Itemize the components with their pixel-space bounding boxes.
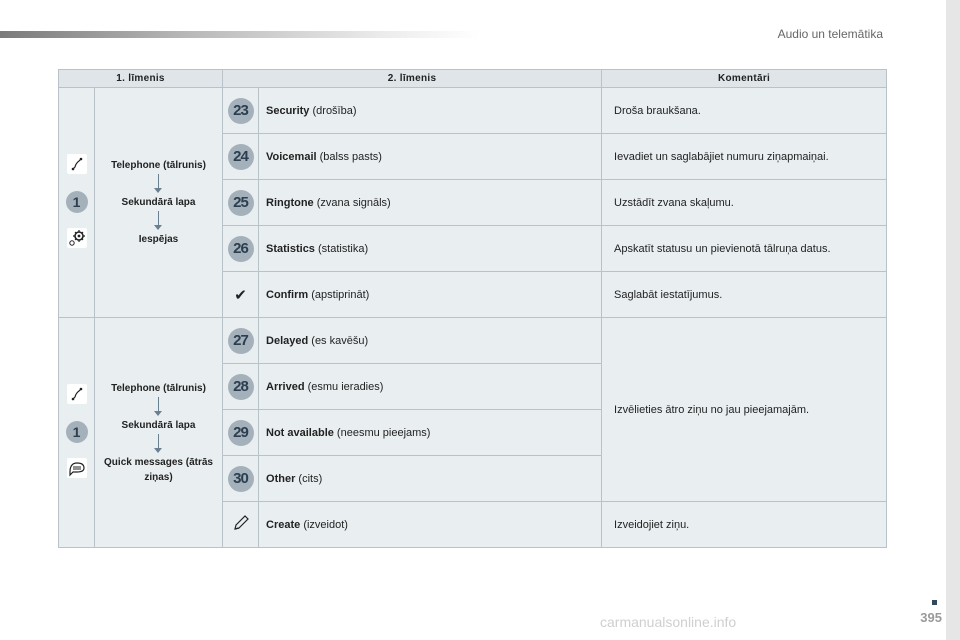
arrow-down-icon <box>158 211 159 225</box>
comment-cell: Droša braukšana. <box>602 88 887 134</box>
option-name-cell: Security (drošība) <box>259 88 602 134</box>
option-name-cell: Voicemail (balss pasts) <box>259 134 602 180</box>
messages-icon <box>59 457 94 482</box>
header-comments: Komentāri <box>602 70 887 88</box>
level1-icons-cell <box>59 318 95 548</box>
level1-badge: 1 <box>66 191 88 213</box>
phone-handset-icon <box>59 384 94 407</box>
pencil-icon <box>232 523 250 535</box>
arrow-down-icon <box>158 397 159 411</box>
comment-cell: Izveidojiet ziņu. <box>602 502 887 548</box>
step-badge: 25 <box>228 190 254 216</box>
table-row <box>59 318 887 364</box>
step-badge: 30 <box>228 466 254 492</box>
header-title: Audio un telemātika <box>777 27 883 41</box>
settings-gear-icon <box>59 227 94 252</box>
option-name-cell: Delayed (es kavēšu) <box>259 318 602 364</box>
step-badge: 24 <box>228 144 254 170</box>
step-badge: 29 <box>228 420 254 446</box>
step-badge: 28 <box>228 374 254 400</box>
level1-path-step: Sekundārā lapa <box>121 197 196 208</box>
table-row <box>59 88 887 134</box>
right-margin-strip <box>946 0 960 640</box>
level1-path-cell <box>95 318 223 548</box>
level1-path-step: Sekundārā lapa <box>121 419 196 431</box>
arrow-down-icon <box>158 434 159 448</box>
level1-path-step: Telephone (tālrunis) <box>111 160 206 171</box>
option-name-cell: Ringtone (zvana signāls) <box>259 180 602 226</box>
menu-table <box>58 69 887 548</box>
option-name-cell: Not available (neesmu pieejams) <box>259 410 602 456</box>
level1-path-step: Quick messages (ātrās ziņas) <box>104 456 213 483</box>
header-level2: 2. līmenis <box>223 70 602 88</box>
option-name-cell: Confirm (apstiprināt) <box>259 272 602 318</box>
level1-path-cell <box>95 88 223 318</box>
level1-path-step: Iespējas <box>138 234 179 245</box>
comment-cell: Izvēlieties ātro ziņu no jau pieejamajām. <box>602 318 887 502</box>
header-gradient-bar <box>0 31 480 38</box>
level1-icons-cell <box>59 88 95 318</box>
option-name-cell: Statistics (statistika) <box>259 226 602 272</box>
comment-cell: Ievadiet un saglabājiet numuru ziņapmaiņai. <box>602 134 887 180</box>
checkmark-icon: ✔ <box>234 286 247 304</box>
level1-badge: 1 <box>66 421 88 443</box>
comment-cell: Apskatīt statusu un pievienotā tālruņa datus. <box>602 226 887 272</box>
step-badge: 23 <box>228 98 254 124</box>
table-header-row <box>59 70 887 88</box>
option-name-cell: Create (izveidot) <box>259 502 602 548</box>
option-name-cell: Arrived (esmu ieradies) <box>259 364 602 410</box>
watermark: carmanualsonline.info <box>600 614 737 630</box>
option-name-cell: Other (cits) <box>259 456 602 502</box>
comment-cell: Uzstādīt zvana skaļumu. <box>602 180 887 226</box>
phone-handset-icon <box>59 154 94 177</box>
step-badge: 26 <box>228 236 254 262</box>
page-marker-dot <box>932 600 937 605</box>
arrow-down-icon <box>158 174 159 188</box>
comment-cell: Saglabāt iestatījumus. <box>602 272 887 318</box>
level1-path-step: Telephone (tālrunis) <box>111 382 206 394</box>
page-number: 395 <box>920 610 942 625</box>
header-level1: 1. līmenis <box>59 70 223 88</box>
step-badge: 27 <box>228 328 254 354</box>
